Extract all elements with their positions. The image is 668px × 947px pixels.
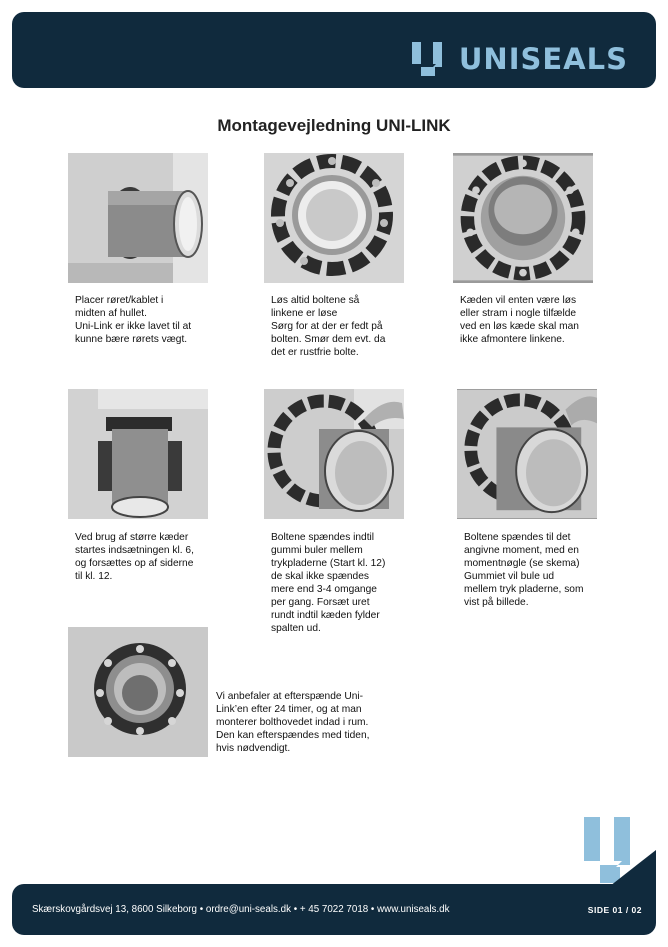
step-3-text: Kæden vil enten være løs eller stram i nogle tilfælde ved en løs kæde skal man ikke afmontere linkene. bbox=[460, 295, 579, 345]
step-6-text: Boltene spændes til det angivne moment, med en momentnøgle (se skema) Gummiet vil bule ud mellem tryk pladerne, som vist på billede. bbox=[464, 532, 584, 608]
uniseals-mark-icon bbox=[411, 42, 449, 76]
step-4-text: Ved brug af større kæder startes indsætningen kl. 6, og forsættes op af siderne til kl. 12. bbox=[75, 532, 194, 582]
page-title: Montagevejledning UNI-LINK bbox=[217, 116, 451, 135]
brand-logo bbox=[411, 42, 628, 76]
brand-name: UNISEALS bbox=[458, 42, 628, 76]
footer-bar bbox=[12, 884, 656, 935]
header-bar bbox=[12, 12, 656, 88]
step-7-photo bbox=[68, 627, 208, 757]
step-6-photo bbox=[457, 389, 597, 519]
step-1-text: Placer røret/kablet i midten af hullet. Uni-Link er ikke lavet til at kunne bære rørets vægt. bbox=[75, 295, 192, 345]
step-1-photo bbox=[68, 153, 208, 283]
step-3-photo bbox=[453, 153, 593, 283]
page-number: SIDE 01 / 02 bbox=[587, 905, 642, 915]
step-4-photo bbox=[68, 389, 208, 519]
footer-address: Skærskovgårdsvej 13, 8600 Silkeborg • ordre@uni-seals.dk • + 45 7022 7018 • www.uniseals.dk bbox=[32, 904, 450, 915]
step-7-text: Vi anbefaler at efterspænde Uni- Link’en efter 24 timer, og at man monterer bolthovedet indad i rum. Den kan efterspændes med tiden, hvis nødvendigt. bbox=[216, 691, 370, 754]
step-2-text: Løs altid boltene så linkene er løse Sørg for at der er fedt på bolten. Smør dem evt. da det er rustfrie bolte. bbox=[271, 295, 386, 358]
step-2-photo bbox=[264, 153, 404, 283]
step-5-text: Boltene spændes indtil gummi buler mellem trykpladerne (Start kl. 12) de skal ikke spændes mere end 3-4 omgange per gang. Forsæt uret rundt indtil kæden fylder spalten ud. bbox=[271, 532, 386, 634]
step-5-photo bbox=[264, 389, 404, 519]
